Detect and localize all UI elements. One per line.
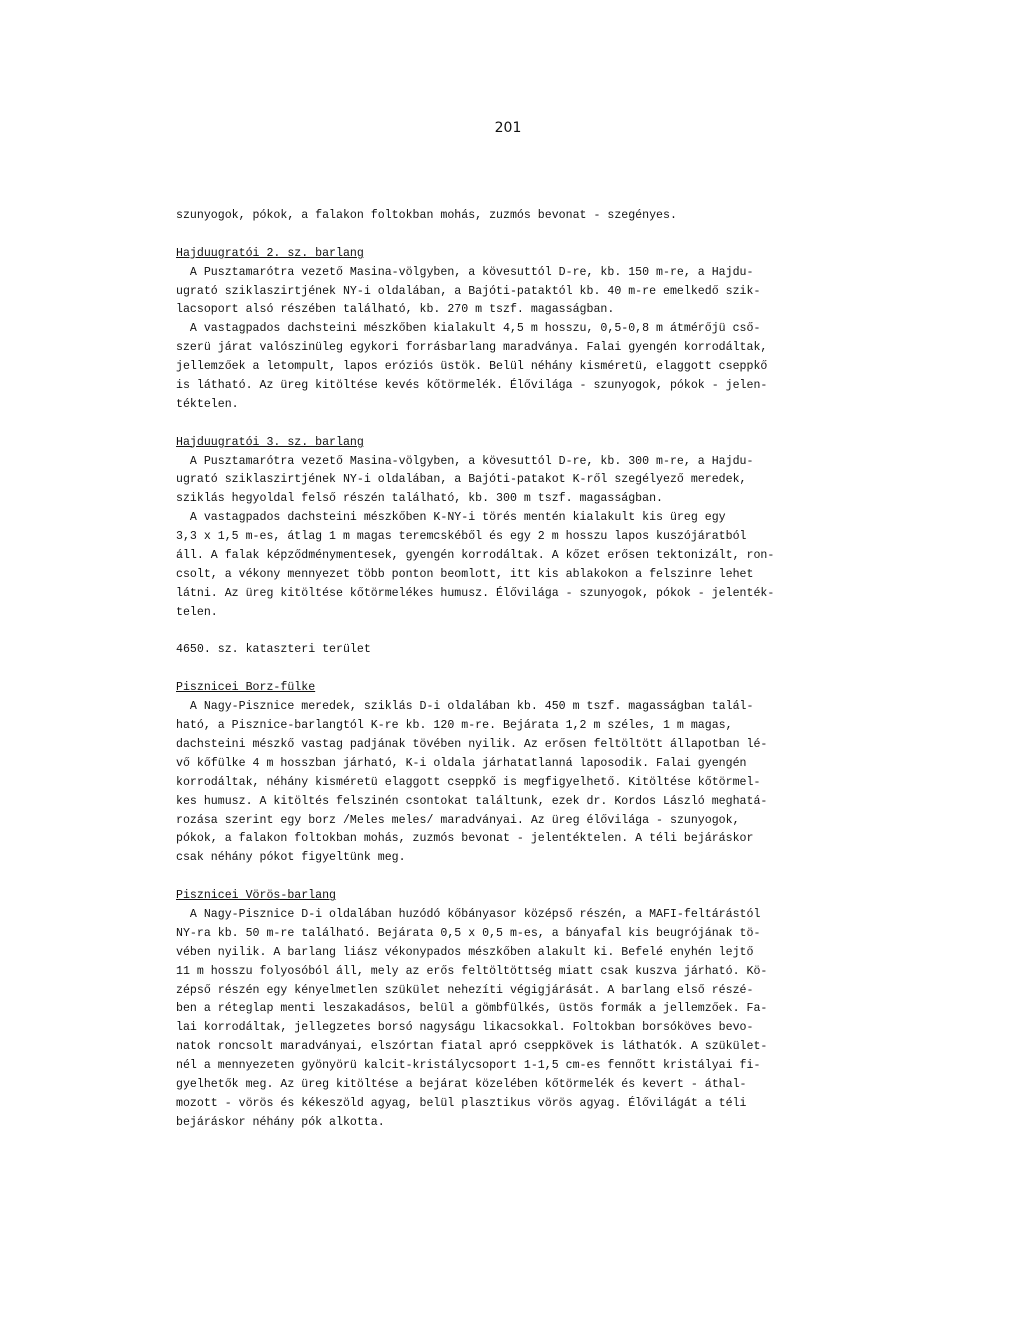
section-heading: Hajduugratói 3. sz. barlang <box>176 435 364 449</box>
text-line: dachsteini mészkő vastag padjának tövében nyilik. Az erősen feltöltött állapotban lé- <box>176 737 768 751</box>
text-line: ugrató sziklaszirtjének NY-i oldalában, a Bajóti-patakot K-ről szegélyező meredek, <box>176 473 747 487</box>
text-line: ben a réteglap menti leszakadásos, belül a gömbfülkés, üstös formák a jellemzőek. Fa- <box>176 1002 768 1016</box>
text-line: téktelen. <box>176 397 239 411</box>
text-line: sziklás hegyoldal felső részén található, kb. 300 m tszf. magasságban. <box>176 492 664 506</box>
text-line: korrodáltak, néhány kisméretü elaggott cseppkő is megfigyelhető. Kitöltése kőtörmel- <box>176 775 761 789</box>
text-line: telen. <box>176 605 218 619</box>
text-line: mozott - vörös és kékeszöld agyag, belül plasztikus vörös agyag. Élővilágát a téli <box>176 1096 747 1110</box>
text-line: A Pusztamarótra vezető Masina-völgyben, a kövesuttól D-re, kb. 150 m-re, a Hajdu- <box>176 265 754 279</box>
text-line: 11 m hosszu folyosóból áll, mely az erős feltöltöttség miatt csak kuszva járható. Kö- <box>176 964 768 978</box>
section-heading: Pisznicei Vörös-barlang <box>176 889 337 903</box>
section-heading: Hajduugratói 2. sz. barlang <box>176 246 364 260</box>
text-line: bejáráskor néhány pók alkotta. <box>176 1115 385 1129</box>
text-line: is látható. Az üreg kitöltése kevés kőtörmelék. Élővilága - szunyogok, pókok - jelen- <box>176 379 768 393</box>
text-line: szunyogok, pókok, a falakon foltokban mohás, zuzmós bevonat - szegényes. <box>176 209 677 222</box>
text-line: kes humusz. A kitöltés felszinén csontokat találtunk, ezek dr. Kordos László meghatá- <box>176 794 768 808</box>
text-line: rozása szerint egy borz /Meles meles/ maradványai. Az üreg élővilága - szunyogok, <box>176 813 740 827</box>
paragraph-gap <box>176 415 846 434</box>
text-line: lacsoport alsó részében található, kb. 270 m tszf. magasságban. <box>176 303 615 317</box>
text-line: lai korrodáltak, jellegzetes borsó nagyságu likacsokkal. Foltokban borsóköves bevo- <box>176 1021 754 1035</box>
text-line: nél a mennyezeten gyönyörü kalcit-kristálycsoport 1-1,5 cm-es fennőtt kristályai fi- <box>176 1059 761 1073</box>
page-number: 201 <box>494 120 522 136</box>
text-line: szerü járat valószinüleg egykori forrásbarlang maradványa. Falai gyengén korrodáltak, <box>176 341 768 355</box>
text-line: ható, a Pisznice-barlangtól K-re kb. 120 m-re. Bejárata 1,2 m széles, 1 m magas, <box>176 719 733 733</box>
text-line: A Nagy-Pisznice meredek, sziklás D-i oldalában kb. 450 m tszf. magasságban talál- <box>176 700 754 714</box>
paragraph-gap <box>176 623 846 642</box>
text-line: vében nyilik. A barlang liász vékonypados mészkőben alakult ki. Befelé enyhén lejtő <box>176 945 754 959</box>
area-title: 4650. sz. kataszteri terület <box>176 643 371 657</box>
text-line: 3,3 x 1,5 m-es, átlag 1 m magas teremcskéből és egy 2 m hosszu lapos kuszójáratból <box>176 530 747 544</box>
text-line: zépső részén egy kényelmetlen szükület nehezíti végigjárását. A barlang első részé- <box>176 983 754 997</box>
section-heading: Pisznicei Borz-fülke <box>176 681 316 695</box>
text-line: vő kőfülke 4 m hosszban járható, K-i oldala járhatatlanná laposodik. Falai gyengén <box>176 756 747 770</box>
text-line: A Pusztamarótra vezető Masina-völgyben, a kövesuttól D-re, kb. 300 m-re, a Hajdu- <box>176 454 754 468</box>
text-line: pókok, a falakon foltokban mohás, zuzmós bevonat - jelentéktelen. A téli bejáráskor <box>176 832 754 846</box>
text-line: látni. Az üreg kitöltése kőtörmelékes humusz. Élővilága - szunyogok, pókok - jelenték- <box>176 586 775 600</box>
document-body <box>176 207 846 1133</box>
paragraph-gap <box>176 868 846 887</box>
text-line: A vastagpados dachsteini mészkőben kialakult 4,5 m hosszu, 0,5-0,8 m átmérőjü cső- <box>176 322 761 336</box>
paragraph-gap <box>176 660 846 679</box>
text-line: áll. A falak képződménymentesek, gyengén korrodáltak. A kőzet erősen tektonizált, ron- <box>176 549 775 563</box>
text-line: csolt, a vékony mennyezet több ponton beomlott, itt kis ablakokon a felszinre lehet <box>176 567 754 581</box>
text-line: gyelhetők meg. Az üreg kitöltése a bejárat közelében kőtörmelék és kevert - áthal- <box>176 1077 747 1091</box>
text-line: jellemzőek a letompult, lapos eróziós üstök. Belül néhány kisméretü, elaggott cseppkő <box>176 360 768 374</box>
paragraph-gap <box>176 226 846 245</box>
text-line: csak néhány pókot figyeltünk meg. <box>176 851 406 865</box>
text-line: natok roncsolt maradványai, elszórtan fiatal apró cseppkövek is láthatók. A szükület- <box>176 1040 768 1054</box>
text-line: NY-ra kb. 50 m-re található. Bejárata 0,5 x 0,5 m-es, a bányafal kis beugrójának tö- <box>176 926 761 940</box>
text-line: A Nagy-Pisznice D-i oldalában huzódó kőbányasor középső részén, a MAFI-feltárástól <box>176 907 761 921</box>
text-line: ugrató sziklaszirtjének NY-i oldalában, a Bajóti-pataktól kb. 40 m-re emelkedő szik- <box>176 284 761 298</box>
text-line: A vastagpados dachsteini mészkőben K-NY-i törés mentén kialakult kis üreg egy <box>176 511 726 525</box>
